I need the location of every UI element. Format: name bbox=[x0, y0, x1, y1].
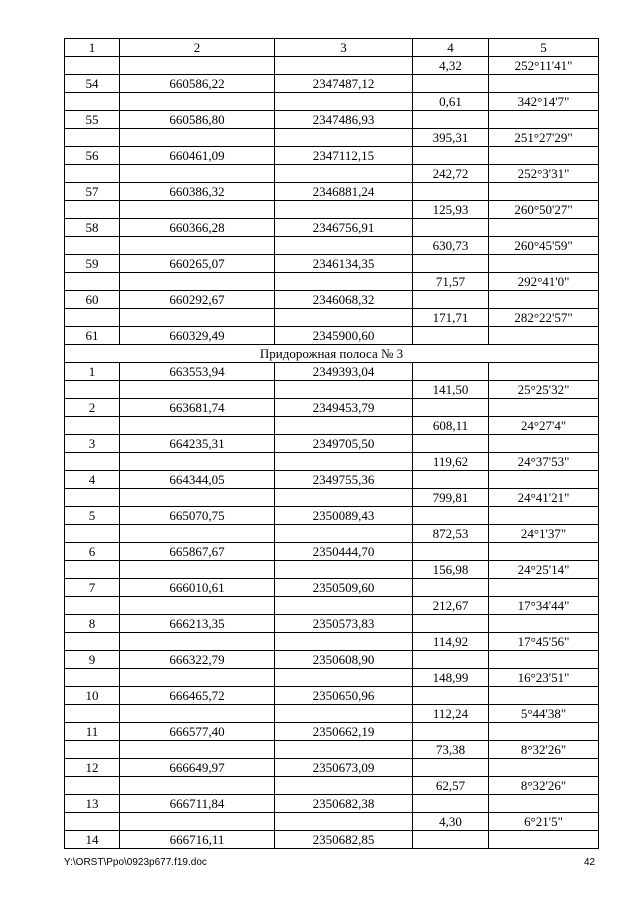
point-row bbox=[65, 363, 599, 381]
angle-cell: 24°37'53" bbox=[489, 453, 599, 471]
distance-cell bbox=[413, 687, 489, 705]
point-number-cell: 58 bbox=[65, 219, 120, 237]
segment-row bbox=[65, 633, 599, 651]
point-number-cell: 55 bbox=[65, 111, 120, 129]
distance-cell: 112,24 bbox=[413, 705, 489, 723]
angle-cell bbox=[489, 327, 599, 345]
point-row bbox=[65, 759, 599, 777]
x-coordinate-cell: 660461,09 bbox=[120, 147, 275, 165]
y-coordinate-cell bbox=[275, 489, 413, 507]
angle-cell: 252°3'31" bbox=[489, 165, 599, 183]
segment-row bbox=[65, 273, 599, 291]
y-coordinate-cell bbox=[275, 417, 413, 435]
y-coordinate-cell: 2350509,60 bbox=[275, 579, 413, 597]
point-number-cell bbox=[65, 93, 120, 111]
point-row bbox=[65, 543, 599, 561]
y-coordinate-cell: 2349453,79 bbox=[275, 399, 413, 417]
point-number-cell bbox=[65, 525, 120, 543]
point-row bbox=[65, 435, 599, 453]
x-coordinate-cell bbox=[120, 201, 275, 219]
y-coordinate-cell bbox=[275, 705, 413, 723]
point-number-cell: 60 bbox=[65, 291, 120, 309]
angle-cell bbox=[489, 435, 599, 453]
point-number-cell bbox=[65, 597, 120, 615]
y-coordinate-cell bbox=[275, 273, 413, 291]
point-row bbox=[65, 471, 599, 489]
distance-cell bbox=[413, 327, 489, 345]
y-coordinate-cell bbox=[275, 201, 413, 219]
y-coordinate-cell bbox=[275, 561, 413, 579]
point-row bbox=[65, 327, 599, 345]
y-coordinate-cell: 2346756,91 bbox=[275, 219, 413, 237]
x-coordinate-cell: 665070,75 bbox=[120, 507, 275, 525]
y-coordinate-cell: 2350682,38 bbox=[275, 795, 413, 813]
y-coordinate-cell bbox=[275, 597, 413, 615]
distance-cell: 4,30 bbox=[413, 813, 489, 831]
distance-cell: 630,73 bbox=[413, 237, 489, 255]
point-row bbox=[65, 795, 599, 813]
x-coordinate-cell: 666711,84 bbox=[120, 795, 275, 813]
x-coordinate-cell bbox=[120, 633, 275, 651]
point-number-cell: 1 bbox=[65, 363, 120, 381]
segment-row bbox=[65, 129, 599, 147]
x-coordinate-cell bbox=[120, 561, 275, 579]
y-coordinate-cell bbox=[275, 129, 413, 147]
y-coordinate-cell bbox=[275, 741, 413, 759]
distance-cell bbox=[413, 219, 489, 237]
point-number-cell bbox=[65, 705, 120, 723]
point-number-cell bbox=[65, 237, 120, 255]
x-coordinate-cell bbox=[120, 489, 275, 507]
y-coordinate-cell: 2347112,15 bbox=[275, 147, 413, 165]
angle-cell bbox=[489, 183, 599, 201]
angle-cell: 17°34'44" bbox=[489, 597, 599, 615]
x-coordinate-cell bbox=[120, 57, 275, 75]
segment-row bbox=[65, 237, 599, 255]
angle-cell bbox=[489, 291, 599, 309]
x-coordinate-cell: 660329,49 bbox=[120, 327, 275, 345]
point-number-cell: 6 bbox=[65, 543, 120, 561]
distance-cell: 114,92 bbox=[413, 633, 489, 651]
segment-row bbox=[65, 165, 599, 183]
distance-cell: 141,50 bbox=[413, 381, 489, 399]
x-coordinate-cell bbox=[120, 705, 275, 723]
point-row bbox=[65, 507, 599, 525]
angle-cell bbox=[489, 471, 599, 489]
distance-cell: 73,38 bbox=[413, 741, 489, 759]
section-heading-row bbox=[65, 345, 599, 363]
angle-cell: 24°25'14" bbox=[489, 561, 599, 579]
point-number-cell bbox=[65, 777, 120, 795]
point-row bbox=[65, 579, 599, 597]
angle-cell bbox=[489, 579, 599, 597]
distance-cell: 872,53 bbox=[413, 525, 489, 543]
x-coordinate-cell bbox=[120, 273, 275, 291]
angle-cell bbox=[489, 111, 599, 129]
point-row bbox=[65, 219, 599, 237]
segment-row bbox=[65, 741, 599, 759]
x-coordinate-cell: 665867,67 bbox=[120, 543, 275, 561]
point-row bbox=[65, 831, 599, 849]
header-cell: 4 bbox=[413, 39, 489, 57]
point-number-cell: 10 bbox=[65, 687, 120, 705]
angle-cell bbox=[489, 75, 599, 93]
header-cell: 1 bbox=[65, 39, 120, 57]
y-coordinate-cell: 2347486,93 bbox=[275, 111, 413, 129]
segment-row bbox=[65, 597, 599, 615]
point-number-cell bbox=[65, 489, 120, 507]
y-coordinate-cell: 2349393,04 bbox=[275, 363, 413, 381]
distance-cell: 171,71 bbox=[413, 309, 489, 327]
angle-cell bbox=[489, 615, 599, 633]
angle-cell: 17°45'56" bbox=[489, 633, 599, 651]
y-coordinate-cell: 2350673,09 bbox=[275, 759, 413, 777]
point-number-cell bbox=[65, 129, 120, 147]
segment-row bbox=[65, 525, 599, 543]
point-number-cell: 13 bbox=[65, 795, 120, 813]
point-number-cell: 11 bbox=[65, 723, 120, 741]
x-coordinate-cell bbox=[120, 129, 275, 147]
y-coordinate-cell bbox=[275, 93, 413, 111]
angle-cell: 260°45'59" bbox=[489, 237, 599, 255]
header-cell: 2 bbox=[120, 39, 275, 57]
point-number-cell: 5 bbox=[65, 507, 120, 525]
x-coordinate-cell bbox=[120, 165, 275, 183]
angle-cell: 252°11'41" bbox=[489, 57, 599, 75]
point-number-cell bbox=[65, 309, 120, 327]
distance-cell bbox=[413, 147, 489, 165]
y-coordinate-cell: 2350662,19 bbox=[275, 723, 413, 741]
x-coordinate-cell: 666716,11 bbox=[120, 831, 275, 849]
y-coordinate-cell bbox=[275, 669, 413, 687]
angle-cell bbox=[489, 363, 599, 381]
y-coordinate-cell: 2350573,83 bbox=[275, 615, 413, 633]
point-number-cell bbox=[65, 57, 120, 75]
segment-row bbox=[65, 777, 599, 795]
angle-cell: 16°23'51" bbox=[489, 669, 599, 687]
x-coordinate-cell bbox=[120, 309, 275, 327]
distance-cell bbox=[413, 579, 489, 597]
y-coordinate-cell: 2350682,85 bbox=[275, 831, 413, 849]
point-number-cell bbox=[65, 669, 120, 687]
distance-cell bbox=[413, 759, 489, 777]
segment-row bbox=[65, 309, 599, 327]
angle-cell: 342°14'7" bbox=[489, 93, 599, 111]
distance-cell bbox=[413, 615, 489, 633]
point-number-cell bbox=[65, 417, 120, 435]
y-coordinate-cell bbox=[275, 309, 413, 327]
segment-row bbox=[65, 705, 599, 723]
point-row bbox=[65, 615, 599, 633]
distance-cell: 71,57 bbox=[413, 273, 489, 291]
distance-cell bbox=[413, 471, 489, 489]
y-coordinate-cell: 2345900,60 bbox=[275, 327, 413, 345]
point-number-cell: 59 bbox=[65, 255, 120, 273]
point-row bbox=[65, 75, 599, 93]
angle-cell bbox=[489, 219, 599, 237]
point-number-cell: 12 bbox=[65, 759, 120, 777]
y-coordinate-cell: 2346134,35 bbox=[275, 255, 413, 273]
x-coordinate-cell: 666577,40 bbox=[120, 723, 275, 741]
segment-row bbox=[65, 813, 599, 831]
angle-cell: 251°27'29" bbox=[489, 129, 599, 147]
point-number-cell: 9 bbox=[65, 651, 120, 669]
y-coordinate-cell: 2350089,43 bbox=[275, 507, 413, 525]
point-row bbox=[65, 687, 599, 705]
point-row bbox=[65, 399, 599, 417]
distance-cell: 212,67 bbox=[413, 597, 489, 615]
angle-cell bbox=[489, 507, 599, 525]
point-number-cell: 56 bbox=[65, 147, 120, 165]
distance-cell bbox=[413, 795, 489, 813]
point-row bbox=[65, 291, 599, 309]
point-number-cell bbox=[65, 165, 120, 183]
distance-cell: 119,62 bbox=[413, 453, 489, 471]
x-coordinate-cell: 666213,35 bbox=[120, 615, 275, 633]
x-coordinate-cell bbox=[120, 417, 275, 435]
point-number-cell: 7 bbox=[65, 579, 120, 597]
angle-cell bbox=[489, 831, 599, 849]
x-coordinate-cell bbox=[120, 381, 275, 399]
distance-cell bbox=[413, 651, 489, 669]
angle-cell: 24°27'4" bbox=[489, 417, 599, 435]
x-coordinate-cell: 660386,32 bbox=[120, 183, 275, 201]
angle-cell: 25°25'32" bbox=[489, 381, 599, 399]
segment-row bbox=[65, 669, 599, 687]
distance-cell: 62,57 bbox=[413, 777, 489, 795]
x-coordinate-cell bbox=[120, 669, 275, 687]
angle-cell bbox=[489, 651, 599, 669]
footer-file-path: Y:\ORST\Ppo\0923p677.f19.doc bbox=[64, 857, 207, 868]
point-number-cell bbox=[65, 273, 120, 291]
distance-cell bbox=[413, 435, 489, 453]
y-coordinate-cell: 2346068,32 bbox=[275, 291, 413, 309]
x-coordinate-cell: 663553,94 bbox=[120, 363, 275, 381]
y-coordinate-cell bbox=[275, 381, 413, 399]
point-number-cell: 61 bbox=[65, 327, 120, 345]
angle-cell bbox=[489, 687, 599, 705]
point-number-cell: 57 bbox=[65, 183, 120, 201]
angle-cell: 5°44'38" bbox=[489, 705, 599, 723]
segment-row bbox=[65, 417, 599, 435]
x-coordinate-cell bbox=[120, 453, 275, 471]
y-coordinate-cell: 2349705,50 bbox=[275, 435, 413, 453]
angle-cell: 260°50'27" bbox=[489, 201, 599, 219]
coordinates-table bbox=[64, 38, 599, 849]
segment-row bbox=[65, 489, 599, 507]
y-coordinate-cell bbox=[275, 453, 413, 471]
distance-cell bbox=[413, 291, 489, 309]
y-coordinate-cell bbox=[275, 813, 413, 831]
distance-cell: 395,31 bbox=[413, 129, 489, 147]
point-row bbox=[65, 255, 599, 273]
point-number-cell: 54 bbox=[65, 75, 120, 93]
point-row bbox=[65, 147, 599, 165]
distance-cell bbox=[413, 111, 489, 129]
angle-cell: 24°1'37" bbox=[489, 525, 599, 543]
distance-cell bbox=[413, 363, 489, 381]
coordinates-table-body bbox=[65, 39, 599, 849]
x-coordinate-cell: 660366,28 bbox=[120, 219, 275, 237]
point-number-cell bbox=[65, 633, 120, 651]
segment-row bbox=[65, 57, 599, 75]
distance-cell bbox=[413, 255, 489, 273]
x-coordinate-cell: 660265,07 bbox=[120, 255, 275, 273]
distance-cell bbox=[413, 183, 489, 201]
x-coordinate-cell bbox=[120, 93, 275, 111]
angle-cell bbox=[489, 759, 599, 777]
y-coordinate-cell: 2350444,70 bbox=[275, 543, 413, 561]
distance-cell: 148,99 bbox=[413, 669, 489, 687]
distance-cell: 156,98 bbox=[413, 561, 489, 579]
y-coordinate-cell bbox=[275, 165, 413, 183]
x-coordinate-cell: 660292,67 bbox=[120, 291, 275, 309]
x-coordinate-cell: 660586,80 bbox=[120, 111, 275, 129]
point-number-cell bbox=[65, 201, 120, 219]
angle-cell bbox=[489, 147, 599, 165]
segment-row bbox=[65, 381, 599, 399]
segment-row bbox=[65, 561, 599, 579]
distance-cell: 125,93 bbox=[413, 201, 489, 219]
point-number-cell bbox=[65, 741, 120, 759]
distance-cell bbox=[413, 831, 489, 849]
point-number-cell bbox=[65, 813, 120, 831]
y-coordinate-cell: 2349755,36 bbox=[275, 471, 413, 489]
angle-cell bbox=[489, 255, 599, 273]
distance-cell bbox=[413, 507, 489, 525]
y-coordinate-cell bbox=[275, 57, 413, 75]
y-coordinate-cell bbox=[275, 777, 413, 795]
distance-cell bbox=[413, 75, 489, 93]
distance-cell: 4,32 bbox=[413, 57, 489, 75]
distance-cell bbox=[413, 399, 489, 417]
y-coordinate-cell: 2347487,12 bbox=[275, 75, 413, 93]
distance-cell bbox=[413, 723, 489, 741]
point-number-cell: 2 bbox=[65, 399, 120, 417]
x-coordinate-cell bbox=[120, 777, 275, 795]
header-cell: 3 bbox=[275, 39, 413, 57]
y-coordinate-cell bbox=[275, 633, 413, 651]
y-coordinate-cell: 2350650,96 bbox=[275, 687, 413, 705]
angle-cell: 8°32'26" bbox=[489, 741, 599, 759]
angle-cell bbox=[489, 723, 599, 741]
x-coordinate-cell: 666322,79 bbox=[120, 651, 275, 669]
distance-cell bbox=[413, 543, 489, 561]
angle-cell: 24°41'21" bbox=[489, 489, 599, 507]
y-coordinate-cell bbox=[275, 525, 413, 543]
x-coordinate-cell bbox=[120, 525, 275, 543]
angle-cell: 6°21'5" bbox=[489, 813, 599, 831]
x-coordinate-cell: 664235,31 bbox=[120, 435, 275, 453]
x-coordinate-cell bbox=[120, 237, 275, 255]
point-row bbox=[65, 111, 599, 129]
y-coordinate-cell bbox=[275, 237, 413, 255]
angle-cell bbox=[489, 399, 599, 417]
angle-cell bbox=[489, 795, 599, 813]
distance-cell: 608,11 bbox=[413, 417, 489, 435]
point-number-cell: 3 bbox=[65, 435, 120, 453]
angle-cell: 292°41'0" bbox=[489, 273, 599, 291]
x-coordinate-cell: 666465,72 bbox=[120, 687, 275, 705]
angle-cell: 8°32'26" bbox=[489, 777, 599, 795]
x-coordinate-cell bbox=[120, 597, 275, 615]
segment-row bbox=[65, 453, 599, 471]
x-coordinate-cell: 660586,22 bbox=[120, 75, 275, 93]
distance-cell: 242,72 bbox=[413, 165, 489, 183]
point-row bbox=[65, 723, 599, 741]
x-coordinate-cell: 664344,05 bbox=[120, 471, 275, 489]
angle-cell bbox=[489, 543, 599, 561]
segment-row bbox=[65, 93, 599, 111]
point-number-cell bbox=[65, 453, 120, 471]
point-row bbox=[65, 651, 599, 669]
point-number-cell bbox=[65, 561, 120, 579]
header-cell: 5 bbox=[489, 39, 599, 57]
point-row bbox=[65, 183, 599, 201]
y-coordinate-cell: 2350608,90 bbox=[275, 651, 413, 669]
x-coordinate-cell bbox=[120, 741, 275, 759]
x-coordinate-cell: 666010,61 bbox=[120, 579, 275, 597]
x-coordinate-cell: 663681,74 bbox=[120, 399, 275, 417]
point-number-cell bbox=[65, 381, 120, 399]
y-coordinate-cell: 2346881,24 bbox=[275, 183, 413, 201]
angle-cell: 282°22'57" bbox=[489, 309, 599, 327]
page-number: 42 bbox=[584, 857, 596, 868]
section-heading: Придорожная полоса № 3 bbox=[65, 345, 599, 363]
point-number-cell: 14 bbox=[65, 831, 120, 849]
x-coordinate-cell: 666649,97 bbox=[120, 759, 275, 777]
distance-cell: 0,61 bbox=[413, 93, 489, 111]
distance-cell: 799,81 bbox=[413, 489, 489, 507]
table-header-row bbox=[65, 39, 599, 57]
x-coordinate-cell bbox=[120, 813, 275, 831]
point-number-cell: 8 bbox=[65, 615, 120, 633]
point-number-cell: 4 bbox=[65, 471, 120, 489]
segment-row bbox=[65, 201, 599, 219]
